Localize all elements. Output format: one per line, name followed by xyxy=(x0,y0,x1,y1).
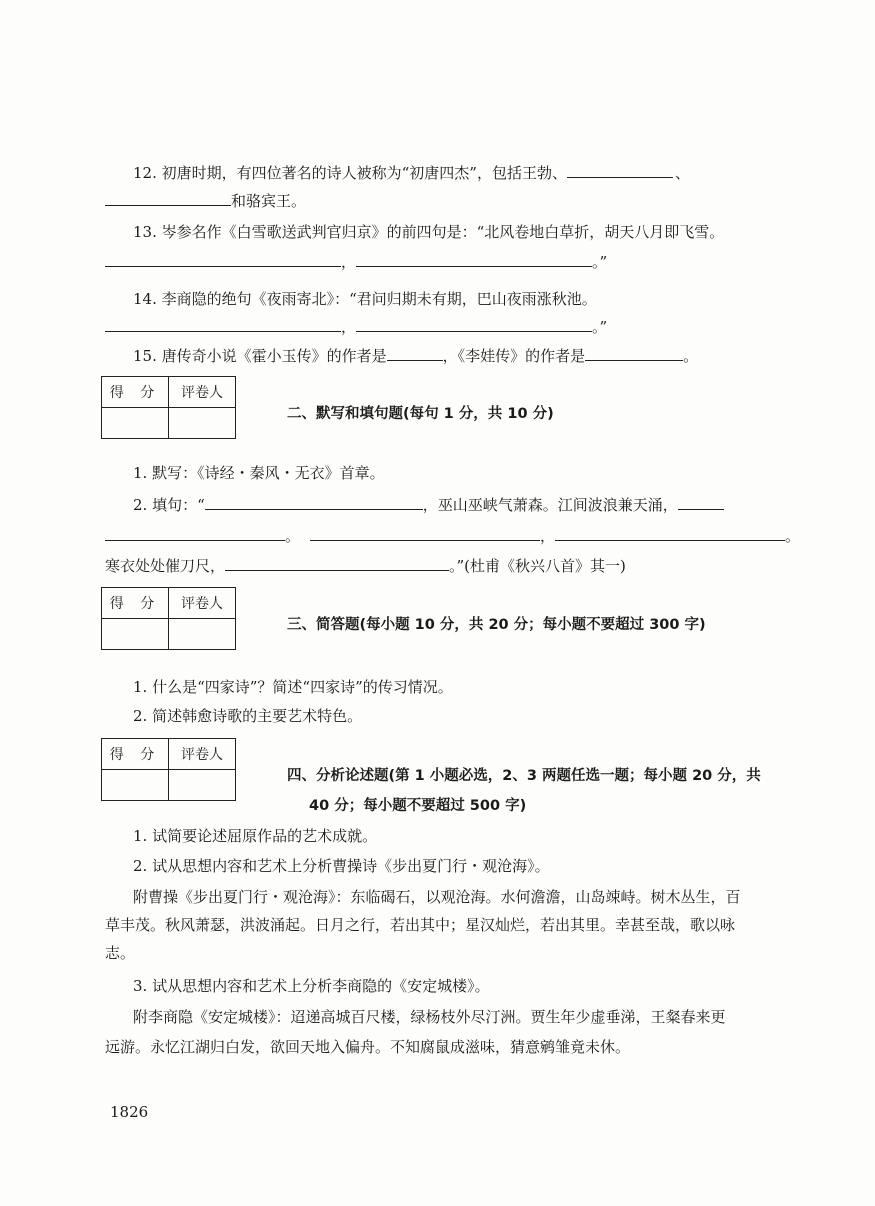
score-cell[interactable] xyxy=(102,619,169,650)
reviewer-cell[interactable] xyxy=(169,619,236,650)
answer-blank[interactable] xyxy=(105,330,341,332)
answer-blank[interactable] xyxy=(205,508,423,510)
section-2-q2-end: 寒衣处处催刀尺， 。”(杜甫《秋兴八首》其一) xyxy=(105,557,626,575)
score-label: 得 分 xyxy=(102,588,169,619)
answer-blank[interactable] xyxy=(225,569,449,571)
question-12: 12. 初唐时期，有四位著名的诗人被称为“初唐四杰”，包括王勃、 、 xyxy=(133,164,690,182)
page-number: 1826 xyxy=(110,1103,149,1121)
section-4-title: 四、分析论述题(第 1 小题必选，2、3 两题任选一题；每小题 20 分，共 xyxy=(287,768,761,784)
answer-blank[interactable] xyxy=(105,539,285,541)
section-4-title-cont: 40 分；每小题不要超过 500 字) xyxy=(309,798,527,814)
answer-blank[interactable] xyxy=(310,539,540,541)
answer-blank[interactable] xyxy=(387,359,443,361)
section-2-title: 二、默写和填句题(每句 1 分，共 10 分) xyxy=(287,406,554,422)
section-4-q3-attach-cont: 远游。永忆江湖归白发，欲回天地入偏舟。不知腐鼠成滋味，猜意鹓雏竟未休。 xyxy=(105,1038,631,1056)
answer-blank[interactable] xyxy=(356,265,592,267)
question-13: 13. 岑参名作《白雪歌送武判官归京》的前四句是：“北风卷地白草折，胡天八月即飞雪。 xyxy=(133,223,725,241)
section-4-q1: 1. 试简要论述屈原作品的艺术成就。 xyxy=(133,827,378,845)
score-label: 得 分 xyxy=(102,377,169,408)
q12-text: 12. 初唐时期，有四位著名的诗人被称为“初唐四杰”，包括王勃、 xyxy=(133,164,567,182)
score-box xyxy=(101,738,236,801)
answer-blank[interactable] xyxy=(585,359,683,361)
section-4-q2: 2. 试从思想内容和艺术上分析曹操诗《步出夏门行・观沧海》。 xyxy=(133,857,550,875)
section-2-q2: 2. 填句：“ ，巫山巫峡气萧森。江间波浪兼天涌， xyxy=(133,494,724,515)
section-2-q2-cont: 。 ， 。 xyxy=(105,525,800,546)
section-4-q2-attach: 附曹操《步出夏门行・观沧海》：东临碣石，以观沧海。水何澹澹，山岛竦峙。树木丛生，百 xyxy=(133,888,741,906)
section-3-q2: 2. 简述韩愈诗歌的主要艺术特色。 xyxy=(133,707,363,725)
reviewer-label: 评卷人 xyxy=(169,377,236,408)
score-box xyxy=(101,376,236,439)
question-15: 15. 唐传奇小说《霍小玉传》的作者是 ，《李娃传》的作者是 。 xyxy=(133,347,699,365)
score-label: 得 分 xyxy=(102,739,169,770)
section-2-q1: 1. 默写：《诗经・秦风・无衣》首章。 xyxy=(133,464,385,482)
answer-blank[interactable] xyxy=(105,265,341,267)
score-box xyxy=(101,587,236,650)
answer-blank[interactable] xyxy=(105,204,231,206)
section-3-title: 三、简答题(每小题 10 分，共 20 分；每小题不要超过 300 字) xyxy=(287,617,706,633)
question-12-cont: 和骆宾王。 xyxy=(105,190,306,211)
answer-blank[interactable] xyxy=(555,539,785,541)
section-4-q3-attach: 附李商隐《安定城楼》：迢递高城百尺楼，绿杨枝外尽汀洲。贾生年少虚垂涕，王粲春来更 xyxy=(133,1008,726,1026)
answer-blank[interactable] xyxy=(356,330,592,332)
question-14-answer: ， 。” xyxy=(105,316,607,337)
question-13-answer: ， 。” xyxy=(105,251,607,272)
section-4-q3: 3. 试从思想内容和艺术上分析李商隐的《安定城楼》。 xyxy=(133,977,490,995)
section-4-q2-attach-cont: 草丰茂。秋风萧瑟，洪波涌起。日月之行，若出其中；星汉灿烂，若出其里。幸甚至哉，歌以咏 xyxy=(105,916,736,934)
reviewer-label: 评卷人 xyxy=(169,739,236,770)
score-cell[interactable] xyxy=(102,408,169,439)
section-4-q2-attach-end: 志。 xyxy=(105,944,136,962)
reviewer-cell[interactable] xyxy=(169,770,236,801)
answer-blank[interactable] xyxy=(678,508,724,510)
question-14: 14. 李商隐的绝句《夜雨寄北》：“君问归期未有期，巴山夜雨涨秋池。 xyxy=(133,290,597,308)
section-3-q1: 1. 什么是“四家诗”？简述“四家诗”的传习情况。 xyxy=(133,678,453,696)
answer-blank[interactable] xyxy=(567,176,673,178)
reviewer-label: 评卷人 xyxy=(169,588,236,619)
score-cell[interactable] xyxy=(102,770,169,801)
reviewer-cell[interactable] xyxy=(169,408,236,439)
